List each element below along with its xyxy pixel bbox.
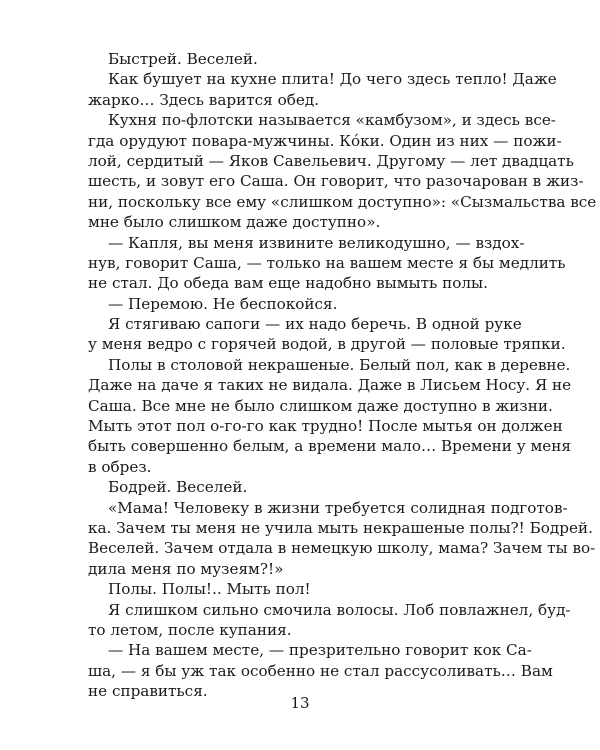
text-line: гда орудуют повара-мужчины. Кóки. Один из них — пожи- <box>88 131 562 150</box>
text-line: ни, поскольку все ему «слишком доступно»: «Сызмальства все <box>88 192 597 211</box>
page-number: 13 <box>290 694 310 712</box>
text-line: Полы. Полы!.. Мыть пол! <box>108 580 311 599</box>
text-line: Я стягиваю сапоги — их надо беречь. В одной руке <box>108 315 522 334</box>
text-line: Я слишком сильно смочила волосы. Лоб повлажнел, буд- <box>108 600 571 619</box>
text-line: Даже на даче я таких не видала. Даже в Лисьем Носу. Я не <box>88 376 572 395</box>
text-line: мне было слишком даже доступно». <box>88 213 381 232</box>
text-line: дила меня по музеям?!» <box>88 559 284 578</box>
text-line: нув, говорит Саша, — только на вашем месте я бы медлить <box>88 253 566 272</box>
text-line: — На вашем месте, — презрительно говорит кок Са- <box>108 641 532 660</box>
text-line: лой, сердитый — Яков Савельевич. Другому — лет двадцать <box>88 151 574 170</box>
text-line: Мыть этот пол о-го-го как трудно! После мытья он должен <box>88 417 563 436</box>
text-line: шесть, и зовут его Саша. Он говорит, что разочарован в жиз- <box>88 172 584 191</box>
text-line: — Перемою. Не беспокойся. <box>108 294 338 313</box>
text-line: Как бушует на кухне плита! До чего здесь тепло! Даже <box>108 70 557 89</box>
text-line: в обрез. <box>88 457 152 476</box>
text-line: Быстрей. Веселей. <box>108 50 258 68</box>
text-line: ша, — я бы уж так особенно не стал рассусоливать… Вам <box>88 661 553 680</box>
text-line: быть совершенно белым, а времени мало… Времени у меня <box>88 437 572 456</box>
text-line: Веселей. Зачем отдала в немецкую школу, мама? Зачем ты во- <box>88 539 596 558</box>
body-text <box>88 49 597 702</box>
text-line: — Капля, вы меня извините великодушно, — вздох- <box>108 233 525 252</box>
text-line: то летом, после купания. <box>88 620 292 639</box>
text-line: Саша. Все мне не было слишком даже доступно в жизни. <box>88 396 553 415</box>
text-line: «Мама! Человеку в жизни требуется солидная подготов- <box>108 498 568 517</box>
text-line: Полы в столовой некрашеные. Белый пол, как в деревне. <box>108 355 571 374</box>
text-line: не справиться. <box>88 682 208 701</box>
text-line: Бодрей. Веселей. <box>108 478 248 497</box>
text-line: не стал. До обеда вам еще надобно вымыть полы. <box>88 274 488 293</box>
text-line: жарко… Здесь варится обед. <box>88 90 320 109</box>
text-line: ка. Зачем ты меня не учила мыть некрашеные полы?! Бодрей. <box>88 518 593 537</box>
text-line: у меня ведро с горячей водой, в другой — половые тряпки. <box>88 335 566 354</box>
text-line: Кухня по-флотски называется «камбузом», и здесь все- <box>108 111 556 130</box>
